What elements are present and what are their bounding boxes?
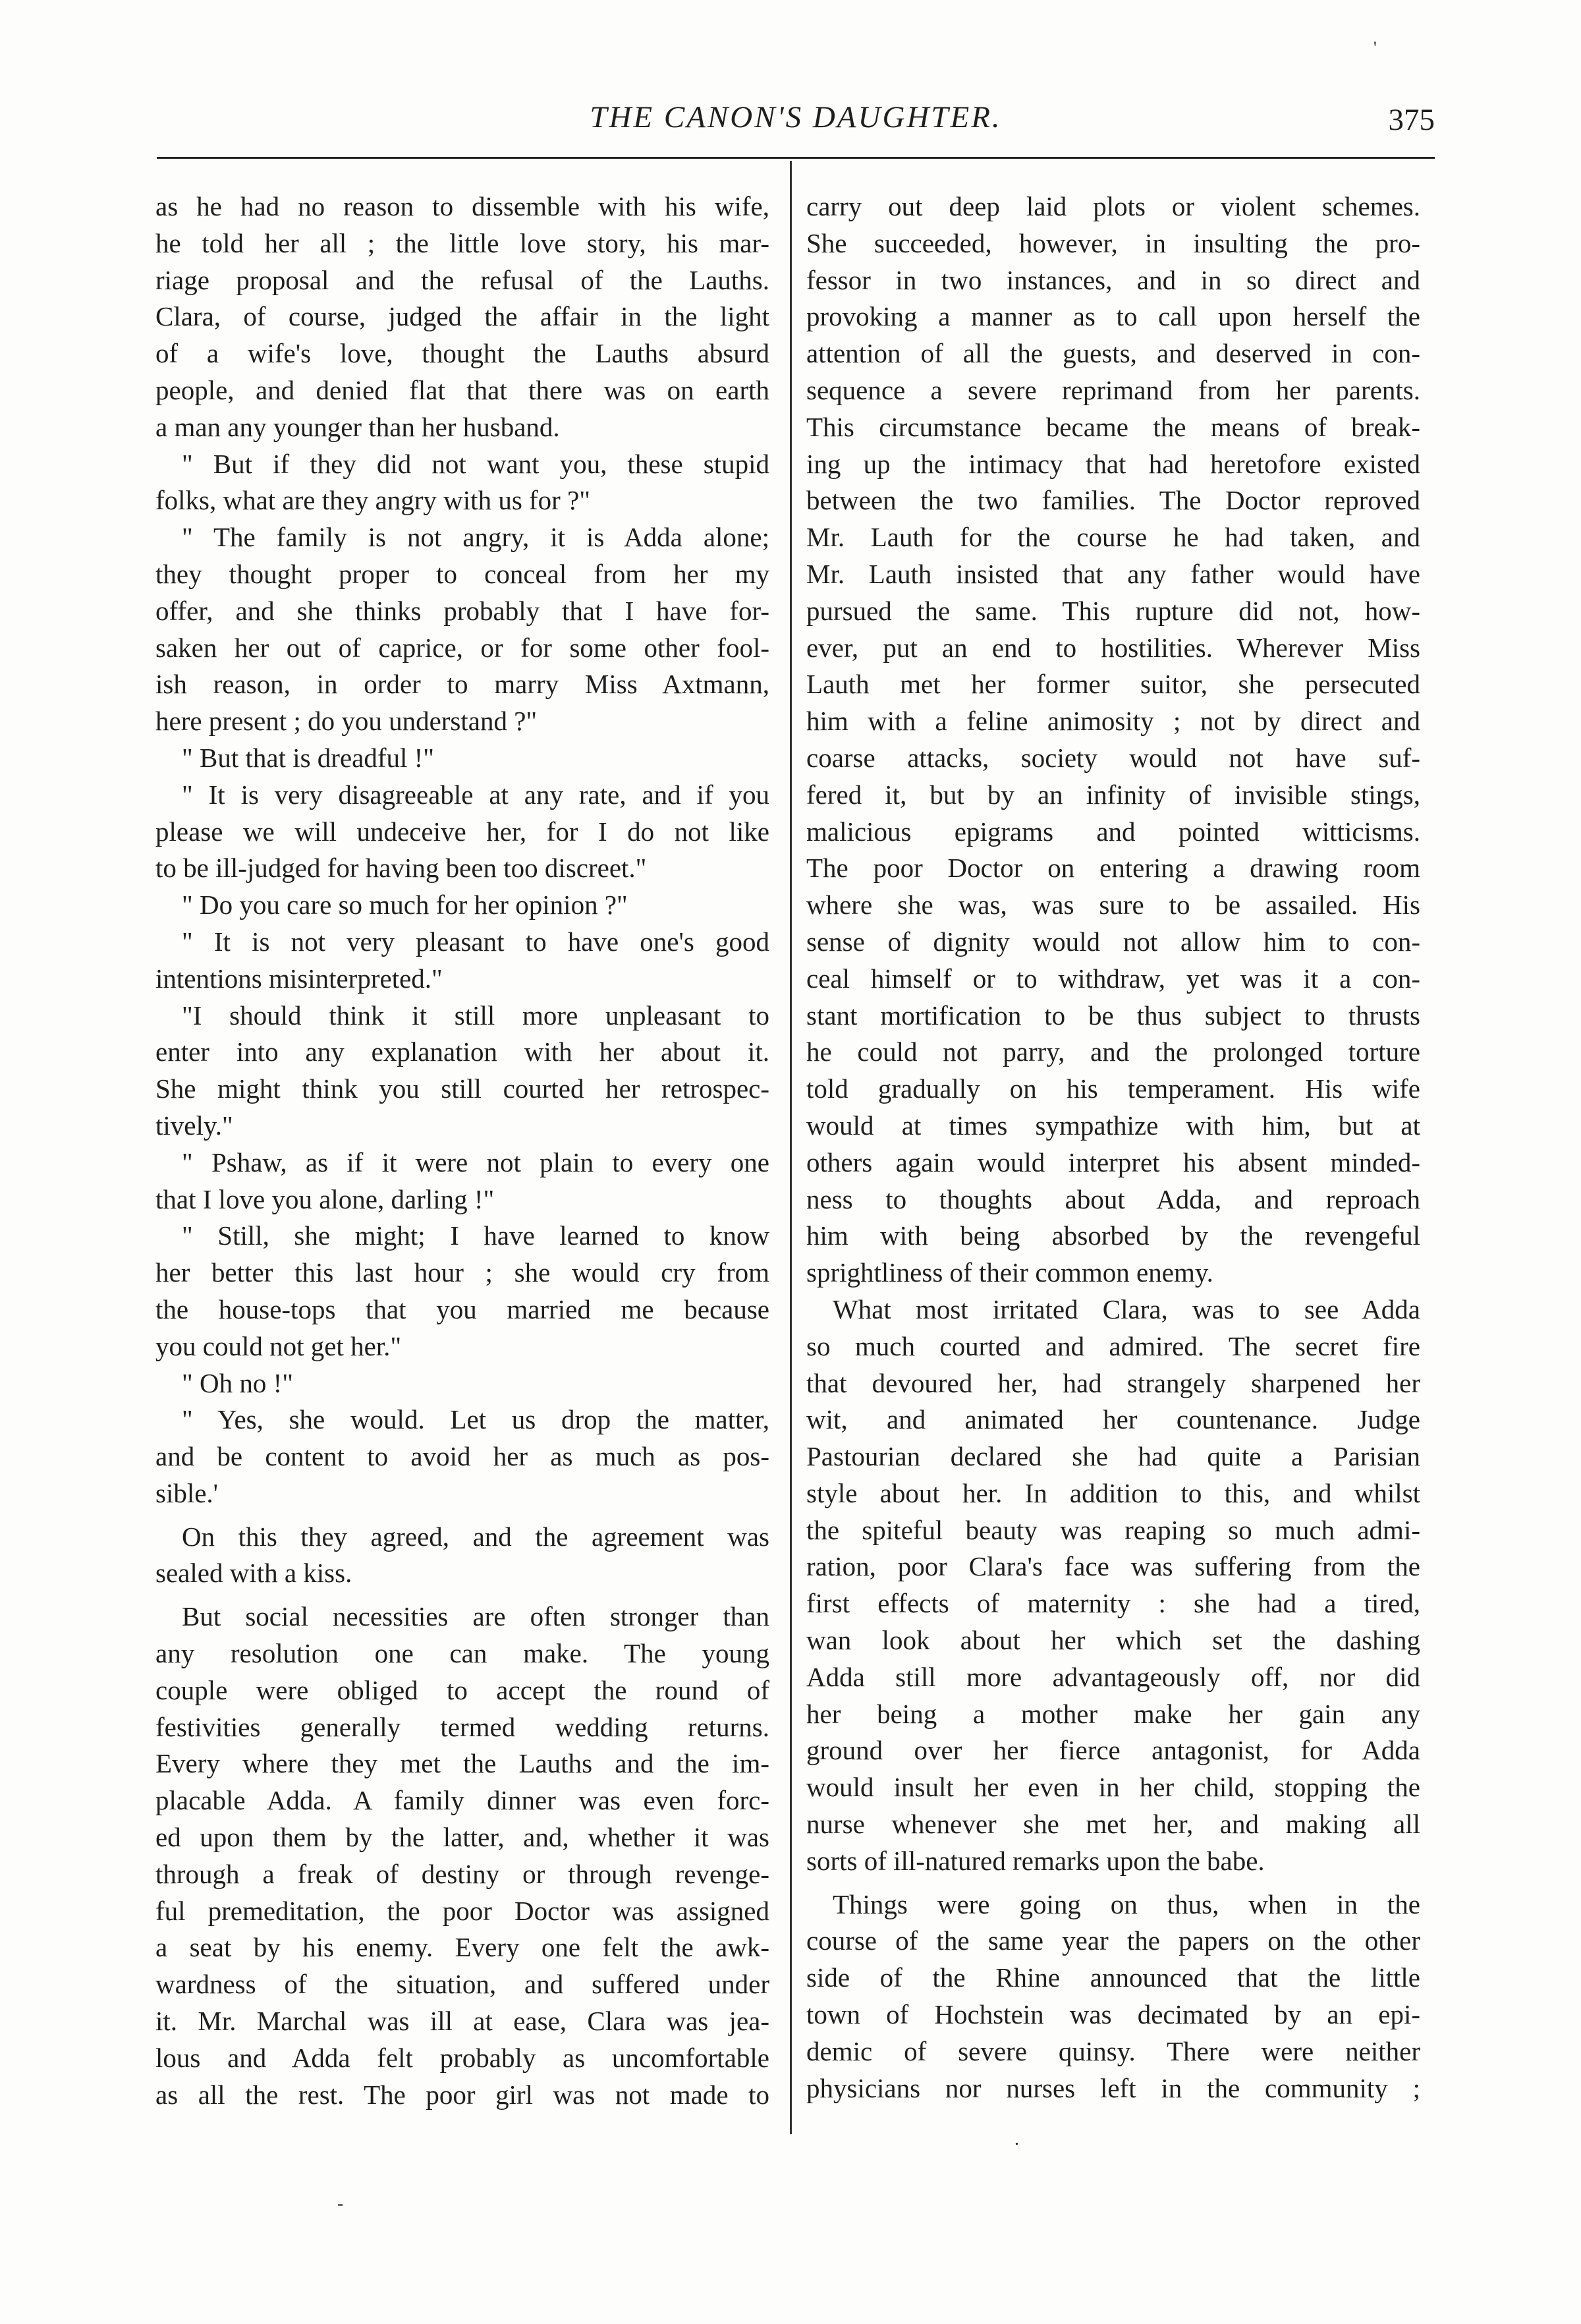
- text-line: enter into any explanation with her about it.: [155, 1036, 769, 1067]
- text-line: and be content to avoid her as much as pos-: [155, 1441, 769, 1472]
- text-line: What most irritated Clara, was to see Adda: [833, 1293, 1420, 1324]
- text-line: ful premeditation, the poor Doctor was assigned: [155, 1895, 769, 1926]
- text-line: " Do you care so much for her opinion ?": [182, 890, 628, 921]
- page-header: [157, 91, 1435, 144]
- text-line: "I should think it still more unpleasant to: [182, 1000, 769, 1031]
- text-line: people, and denied flat that there was on earth: [155, 374, 769, 405]
- text-line: between the two families. The Doctor reproved: [806, 485, 1420, 516]
- stray-print-mark: ': [1373, 38, 1377, 57]
- text-line: style about her. In addition to this, and whilst: [806, 1477, 1420, 1508]
- text-line: attention of all the guests, and deserved in con-: [806, 338, 1420, 369]
- text-line: offer, and she thinks probably that I have for-: [155, 595, 769, 626]
- text-line: Clara, of course, judged the affair in the light: [155, 301, 769, 332]
- text-line: a man any younger than her husband.: [155, 411, 560, 442]
- text-line: so much courted and admired. The secret fire: [806, 1330, 1420, 1361]
- text-line: fered it, but by an infinity of invisible stings,: [806, 779, 1420, 810]
- text-line: you could not get her.": [155, 1330, 402, 1361]
- text-line: ground over her fierce antagonist, for Adda: [806, 1735, 1420, 1766]
- footer-mark-right: .: [1014, 2129, 1019, 2149]
- header-rule: [157, 157, 1435, 159]
- text-line: carry out deep laid plots or violent schemes.: [806, 191, 1420, 221]
- text-line: her better this last hour ; she would cry from: [155, 1257, 769, 1288]
- text-line: first effects of maternity : she had a tired,: [806, 1588, 1420, 1619]
- text-line: sealed with a kiss.: [155, 1558, 352, 1589]
- text-line: him with being absorbed by the revengeful: [806, 1220, 1420, 1251]
- text-line: wit, and animated her countenance. Judge: [806, 1404, 1420, 1435]
- text-line: ing up the intimacy that had heretofore existed: [806, 448, 1420, 479]
- text-line: saken her out of caprice, or for some other fool-: [155, 632, 769, 663]
- text-line: Lauth met her former suitor, she persecuted: [806, 669, 1420, 700]
- text-line: sense of dignity would not allow him to con-: [806, 926, 1420, 957]
- text-line: a seat by his enemy. Every one felt the awk-: [155, 1932, 769, 1963]
- text-line: ish reason, in order to marry Miss Axtmann,: [155, 669, 769, 700]
- text-line: festivities generally termed wedding returns.: [155, 1711, 769, 1742]
- text-line: him with a feline animosity ; not by direct and: [806, 706, 1420, 737]
- text-line: Pastourian declared she had quite a Parisian: [806, 1441, 1420, 1472]
- text-line: sprightliness of their common enemy.: [806, 1257, 1213, 1288]
- text-line: it. Mr. Marchal was ill at ease, Clara was jea-: [155, 2006, 769, 2037]
- text-line: of a wife's love, thought the Lauths absurd: [155, 338, 769, 369]
- text-line: lous and Adda felt probably as uncomfortable: [155, 2042, 769, 2073]
- text-line: " It is not very pleasant to have one's good: [182, 926, 769, 957]
- text-line: stant mortification to be thus subject to thrusts: [806, 1000, 1420, 1031]
- text-line: Mr. Lauth for the course he had taken, and: [806, 522, 1420, 553]
- text-line: On this they agreed, and the agreement was: [182, 1521, 769, 1552]
- text-line: would at times sympathize with him, but at: [806, 1110, 1420, 1141]
- text-line: couple were obliged to accept the round of: [155, 1674, 769, 1705]
- text-line: sorts of ill-natured remarks upon the babe.: [806, 1845, 1265, 1876]
- text-line: where she was, was sure to be assailed. His: [806, 890, 1420, 921]
- text-line: riage proposal and the refusal of the Lauths.: [155, 264, 769, 295]
- text-line: She succeeded, however, in insulting the pro-: [806, 227, 1420, 258]
- right-column: [806, 188, 1420, 2107]
- text-line: fessor in two instances, and in so direct and: [806, 264, 1420, 295]
- text-line: Things were going on thus, when in the: [833, 1888, 1420, 1919]
- text-line: intentions misinterpreted.": [155, 963, 443, 994]
- text-line: would insult her even in her child, stopping the: [806, 1772, 1420, 1803]
- text-line: ness to thoughts about Adda, and reproach: [806, 1183, 1420, 1214]
- text-line: sequence a severe reprimand from her parents.: [806, 374, 1420, 405]
- column-divider: [790, 161, 792, 2134]
- text-line: sible.': [155, 1477, 219, 1508]
- text-line: malicious epigrams and pointed witticisms.: [806, 816, 1420, 847]
- text-line: others again would interpret his absent minded-: [806, 1147, 1420, 1177]
- text-line: physicians nor nurses left in the community ;: [806, 2072, 1420, 2103]
- text-line: " Yes, she would. Let us drop the matter,: [182, 1404, 769, 1435]
- text-line: provoking a manner as to call upon herself the: [806, 301, 1420, 332]
- text-line: please we will undeceive her, for I do not like: [155, 816, 769, 847]
- text-line: " But that is dreadful !": [182, 742, 435, 773]
- text-line: through a freak of destiny or through revenge-: [155, 1858, 769, 1889]
- text-line: This circumstance became the means of break-: [806, 411, 1420, 442]
- page-number: 375: [1388, 103, 1435, 137]
- text-line: course of the same year the papers on the other: [806, 1925, 1420, 1956]
- text-line: " Pshaw, as if it were not plain to every one: [182, 1147, 769, 1177]
- text-line: nurse whenever she met her, and making all: [806, 1809, 1420, 1840]
- footer-mark-left: -: [337, 2194, 344, 2214]
- text-line: any resolution one can make. The young: [155, 1638, 769, 1669]
- text-line: Adda still more advantageously off, nor did: [806, 1661, 1420, 1692]
- text-line: The poor Doctor on entering a drawing room: [806, 853, 1420, 884]
- text-line: folks, what are they angry with us for ?": [155, 485, 591, 516]
- text-line: side of the Rhine announced that the little: [806, 1962, 1420, 1993]
- text-line: as all the rest. The poor girl was not made to: [155, 2079, 769, 2110]
- text-line: told gradually on his temperament. His wife: [806, 1073, 1420, 1104]
- text-line: to be ill-judged for having been too discreet.": [155, 853, 647, 884]
- text-line: " The family is not angry, it is Adda alone;: [182, 522, 769, 553]
- text-line: as he had no reason to dissemble with his wife,: [155, 191, 769, 221]
- text-line: ration, poor Clara's face was suffering from the: [806, 1551, 1420, 1582]
- text-line: placable Adda. A family dinner was even forc-: [155, 1785, 769, 1816]
- text-line: the house-tops that you married me because: [155, 1293, 769, 1324]
- text-line: town of Hochstein was decimated by an epi-: [806, 1999, 1420, 2030]
- running-title: THE CANON'S DAUGHTER.: [590, 100, 1002, 134]
- text-line: But social necessities are often stronger than: [182, 1601, 769, 1632]
- text-line: they thought proper to conceal from her my: [155, 558, 769, 589]
- text-line: tively.": [155, 1110, 233, 1141]
- text-line: ever, put an end to hostilities. Wherever Miss: [806, 632, 1420, 663]
- text-line: wardness of the situation, and suffered under: [155, 1969, 769, 2000]
- text-line: " Oh no !": [182, 1367, 293, 1398]
- text-line: " Still, she might; I have learned to know: [182, 1220, 769, 1251]
- text-line: She might think you still courted her retrospec-: [155, 1073, 769, 1104]
- text-line: that devoured her, had strangely sharpened her: [806, 1367, 1420, 1398]
- text-line: Every where they met the Lauths and the im-: [155, 1748, 769, 1779]
- text-line: her being a mother make her gain any: [806, 1698, 1420, 1729]
- text-line: he told her all ; the little love story, his mar-: [155, 227, 769, 258]
- text-line: wan look about her which set the dashing: [806, 1625, 1420, 1656]
- text-line: " It is very disagreeable at any rate, and if you: [182, 779, 769, 810]
- text-line: " But if they did not want you, these stupid: [182, 448, 769, 479]
- text-line: that I love you alone, darling !": [155, 1183, 495, 1214]
- text-line: demic of severe quinsy. There were neither: [806, 2035, 1420, 2066]
- text-line: pursued the same. This rupture did not, how-: [806, 595, 1420, 626]
- text-line: here present ; do you understand ?": [155, 706, 538, 737]
- left-column: [155, 188, 769, 2113]
- text-line: the spiteful beauty was reaping so much admi-: [806, 1514, 1420, 1545]
- text-line: coarse attacks, society would not have suf-: [806, 742, 1420, 773]
- text-line: ed upon them by the latter, and, whether it was: [155, 1822, 769, 1853]
- text-line: Mr. Lauth insisted that any father would have: [806, 558, 1420, 589]
- text-line: ceal himself or to withdraw, yet was it a con-: [806, 963, 1420, 994]
- text-line: he could not parry, and the prolonged torture: [806, 1036, 1420, 1067]
